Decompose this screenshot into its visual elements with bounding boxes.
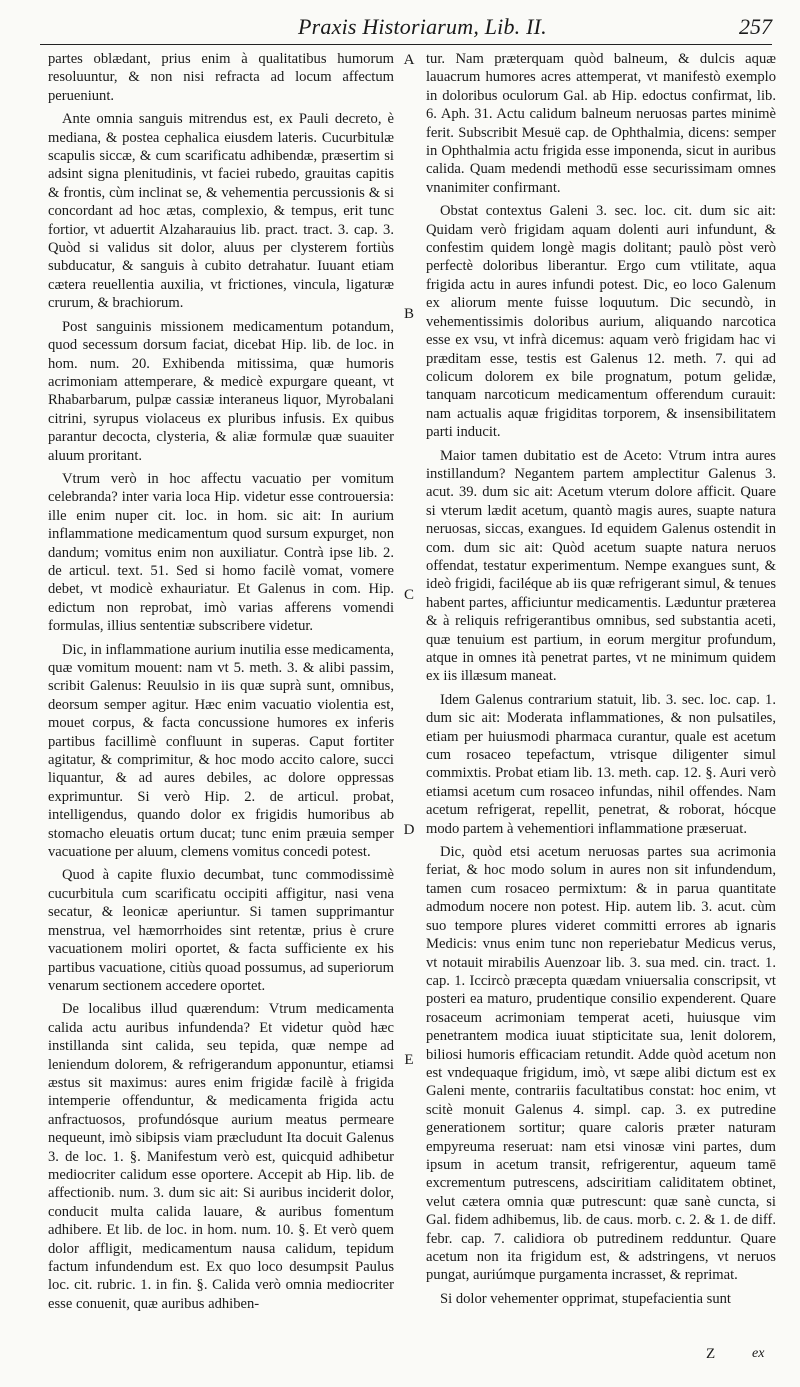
margin-letter-b: B <box>403 306 414 322</box>
margin-letter-c: C <box>403 587 414 603</box>
left-column <box>48 50 394 1318</box>
margin-letter-d: D <box>403 822 415 838</box>
paragraph: Post sanguinis missionem medicamentum potandum, quod secessum dorsum faciat, dicebat Hip. lib. de loc. in hom. num. 20. Exhibenda mitissima, quæ humoris acrimoniam attemperare, & medicè expurgare queant, vt Rhabarbarum, pulpæ cassiæ interaneus liquor, Myrobalani citrini, syrupus violaceus ex pluribus infusis. Ex quibus parantur decocta, clysteria, & aliæ formulæ quæ suauiter aluum proritant. <box>48 318 394 464</box>
paragraph: De localibus illud quærendum: Vtrum medicamenta calida actu auribus infundenda? Et videtur quòd hæc instillanda sint calida, seu tepida, quæ nempe ad leniendum dolorem, & refrigerandum apponuntur, etiamsi æstus sit maximus: aures enim frigidæ facilè à frigida intemperie offenduntur, & medicamenta frigida actu anfractuosos, profundósque aurium meatus permeare nequeunt, imò sibipsis viam præcludunt Ita docuit Galenus 3. de loc. 1. §. Manifestum verò est, quicquid adhibetur mediocriter calidum esse oportere. Accepit ab Hip. lib. de affectionib. num. 3. dum sic ait: Si auribus inciderit dolor, conducit multa calida lauare, & auribus fomentum adhibere. Et lib. de loc. in hom. num. 10. §. Et verò quem dolor affligit, medicamentum nausa calidum, tepidum factum infundendum est. Ex quo loco desumpsit Paulus loc. cit. rubric. 1. in fin. §. Calida verò omnia mediocriter esse conuenit, quæ auribus adhiben- <box>48 1001 394 1312</box>
paragraph: Ante omnia sanguis mitrendus est, ex Pauli decreto, è mediana, & postea cephalica eiusdem lateris. Cucurbitulæ scapulis siccæ, & cum scarificatu adhibendæ, præsertim si adsint signa plenitudinis, vt faciei rubedo, grauitas capitis & frontis, cùm inclinat se, & vehementia percussionis & si concordant ad hoc ætas, complexio, & tempus, erit tunc fortior, vt aduertit Alzaharauius lib. pract. tract. 3. cap. 3. Quòd si validus sit dolor, aluus per clysterem fortiùs subducatur, & sanguis à cubito detrahatur. Iuuant etiam cætera reuellentia auxilia, vt frictiones, vincula, ligaturæ crurum, & brachiorum. <box>48 111 394 312</box>
catchword: ex <box>752 1346 765 1361</box>
paragraph: Dic, quòd etsi acetum neruosas partes sua acrimonia feriat, & hoc modo solum in aures non sit infundendum, tamen cum rosaceo permixtum: & in parua quantitate admodum nocere non potest. Hip. autem lib. 3. acut. cùm suo tempore plures videret committi errores ab ignaris Medicis: vnus enim tunc non reperiebatur Medicus verus, vt notauit mirabilis Auenzoar lib. 3. sua med. cin. tract. 1. cap. 1. Iccircò præcepta quædam vniuersalia conscripsit, vt posteri ea maturo, prudentique consilio expenderent. Quare rosaceum acrimoniam temperat aceti, huiusque vim penetrantem modica iuuat stipticitate sua, lenit dolorem, biliosi humoris efficaciam retundit. Adde quòd acetum non est vndequaque frigidum, imò, vt sæpe alibi dictum est ex Galeni mente, contrariis facultatibus constat: hoc enim, vt scitè monuit Galenus 4. simpl. cap. 3. ex putredine generationem sortitur; quare caloris præter naturam empyreuma reseruat: nam etsi vinosæ vini partes, dum ipsum in acetum transit, refrigerentur, aqueum tamē excrementum putrescens, adsciritiam caliditatem obtinet, velut cætera omnia quæ putrescunt: quæ sanè cuncta, si Gal. fidem adhibemus, lib. de caus. morb. c. 2. & 1. de diff. febr. cap. 7. calidiora ob putredinem redduntur. Quare acetum non ita frigidum est, & adstringens, vt neruos pungat, auriúmque purgamenta incrasset, & reprimat. <box>426 844 776 1284</box>
paragraph: Quod à capite fluxio decumbat, tunc commodissimè cucurbitula cum scarificatu occipiti affigitur, nasi vena secatur, & leonicæ aperiuntur. Si tamen supprimantur menstrua, vel hæmorrhoides sint retentæ, prius è crure vacuationem moliri oportet, & facta sufficiente ex his partibus vacuatione, citiùs quoad possumus, ad superiorum venarum sectionem accedere oportet. <box>48 867 394 994</box>
margin-letter-e: E <box>404 1052 414 1068</box>
page-number: 257 <box>739 14 772 39</box>
margin-letter-a: A <box>403 52 415 68</box>
paragraph: tur. Nam præterquam quòd balneum, & dulcis aquæ lauacrum humores acres attemperat, vt manifestò exemplo in doloribus oculorum Gal. ab Hip. edoctus confirmat, lib. 6. Aph. 31. Actu calidum balneum neruosas partes minimè ferit. Subscribit Mesuë cap. de Ophthalmia, dicens: semper in Ophthalmia actu frigida esse imponenda, sicut in auribus calida. Quam medendi methodū esse securissimam omnes vnanimiter confirmant. <box>426 51 776 196</box>
running-title: Praxis Historiarum, Lib. II. <box>298 14 547 39</box>
paragraph: Si dolor vehementer opprimat, stupefacientia sunt <box>440 1290 731 1307</box>
paragraph: Dic, in inflammatione aurium inutilia esse medicamenta, quæ vomitum mouent: nam vt 5. meth. 3. & alibi passim, scribit Galenus: Reuulsio in iis quæ suprà sunt, omnibus, deorsum semper agitur. Hæc enim vacuatio violentia est, mouet corpus, & facta concussione humores ex inferis partibus facillimè confluunt in superas. Caput fortiter agitatur, & comprimitur, & hoc modo accito calore, succi liquantur, & ad aures debiles, ac dolore oppressas exprimuntur. Si verò Hip. 2. de articul. probat, intelligendus, quando dolor ex frigidis humoribus ab stomacho eleuatis ortum ducat; tunc enim præuia semper vacuatione per aluum, clemens vomitus concedi potest. <box>48 641 394 861</box>
paragraph: Obstat contextus Galeni 3. sec. loc. cit. dum sic ait: Quidam verò frigidam aquam dolenti auri infundunt, & confestim quidem longè magis dolitant; paulò pòst verò perfectè doloribus liberantur. Ergo cum vtilitate, aqua frigida actu in aures infundi potest. Dic, eo loco Galenum ex aliorum mente fuisse loquutum. Dic secundò, in vehementissimis doloribus aurium, aliquando narcotica esse ex vsu, vt infrà dicemus: aquam verò frigidam hac vi præditam esse, testis est Galenus 12. meth. 7. qui ad colicum dolorem ex bile prognatum, potum gelidæ, tanquam narcoticum medicamentum offerendum curauit: nam actualis aquæ frigiditas torporem, & insensibilitatem parti inducit. <box>426 203 776 441</box>
page-header <box>40 14 772 45</box>
paragraph: Idem Galenus contrarium statuit, lib. 3. sec. loc. cap. 1. dum sic ait: Moderata inflammationes, & non pulsatiles, etiam per huiusmodi pharmaca curantur, quale est acetum cum rosaceo tepefactum, vtrisque diligenter simul commixtis. Probat etiam lib. 13. meth. cap. 12. §. Auri verò etiamsi acetum cum rosaceo infundas, nihil offendes. Nam acetum refrigerat, repellit, penetrat, & roborat, hócque modo partem à vehementiori inflammatione præseruat. <box>426 691 776 837</box>
paragraph: Vtrum verò in hoc affectu vacuatio per vomitum celebranda? inter varia loca Hip. videtur esse controuersia: ille enim nuper cit. loc. in hom. sic ait: In aurium inflammatione medicamentum quod sursum expurget, non dandum; vomitus enim non auxiliatur. Contrà ipse lib. 2. de articul. text. 51. Sed si homo facilè vomat, vomere debet, vt modicè exhauriatur. Et Galenus in com. Hip. edictum non reprobat, imò varias afferens vomendi formulas, illius sententiæ subscribere videtur. <box>48 470 394 635</box>
signature-mark: Z <box>706 1346 718 1362</box>
right-column <box>426 50 776 1313</box>
paragraph: Maior tamen dubitatio est de Aceto: Vtrum intra aures instillandum? Negantem partem amplectitur Galenus 3. acut. 39. dum sic ait: Acetum vterum dolore afficit. Quare si vterum lædit acetum, quantò magis aures, suapte natura neruosas, siccas, exangues. Id equidem Galenus ostendit in com. dum sic ait: Quòd acetum suapte natura neruos offendat, testatur experimentum. Nempe exangues sunt, & ideò frigidi, faciléque ab iis quæ refrigerant simul, & tenues habent partes, afficiuntur medicamentis. Læduntur præterea & à reliquis refrigerantibus omnibus, sed substantia aceti, quæ tenuium est partium, in eorum mergitur profundum, atque in omnes ità penetrat partes, vt ne minimum quidem ex iis illæsum maneat. <box>426 447 776 685</box>
paragraph: partes oblædant, prius enim à qualitatibus humorum resoluuntur, & non nisi refracta ad locum affectum perueniunt. <box>48 51 394 104</box>
